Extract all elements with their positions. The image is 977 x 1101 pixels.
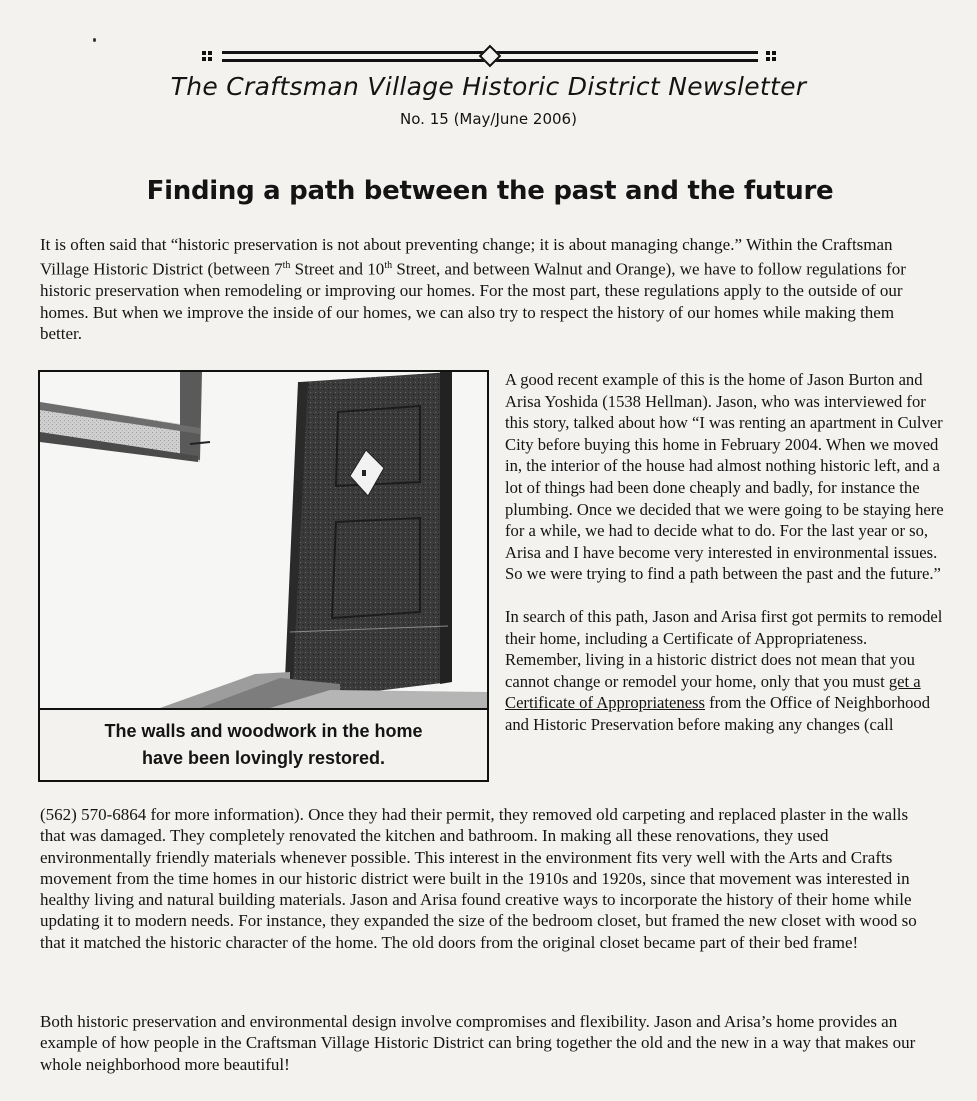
header-dots-right: [766, 49, 778, 63]
example-paragraph: A good recent example of this is the home of Jason Burton and Arisa Yoshida (1538 Hellman). Jason, who was interviewed for this story, talked about how “I was renting an apartment in Culver City before buying this home in February 2004. When we moved in, the interior of the house had almost nothing historic left, and a lot of things had been done cheaply and badly, for instance the plumbing. Once we decided that we were going to be staying here for a while, we had to decide what to do. For the last year or so, Arisa and I have become very interested in environmental issues. So we were trying to find a path between the past and the future.”: [505, 370, 944, 584]
permit-paragraph: In search of this path, Jason and Arisa first got permits to remodel their home, including a Certificate of Appropriateness. Remember, living in a historic district does not mean that you cannot change or remodel your home, only that you must get a Certificate of Appropriateness from the Office of Neighborhood and Historic Preservation before making any changes (call: [505, 606, 943, 734]
newsletter-title: The Craftsman Village Historic District Newsletter: [170, 72, 807, 101]
caption-line-1: The walls and woodwork in the home: [104, 721, 423, 741]
certificate-link[interactable]: get a Certificate of Appropriateness: [505, 671, 921, 713]
article-headline: Finding a path between the past and the future: [146, 176, 834, 206]
closet-door-photo: [40, 372, 487, 710]
closing-paragraph: Both historic preservation and environmental design involve compromises and flexibility. Jason and Arisa’s home provides an example of how people in the Craftsman Village Historic District can bring together the old and the new in a way that makes our whole neighborhood more beautiful!: [40, 1012, 916, 1074]
renovation-paragraph: (562) 570-6864 for more information). Once they had their permit, they removed old carpeting and replaced plaster in the walls that was damaged. They completely renovated the kitchen and bathroom. In making all these renovations, they used environmentally friendly materials whenever possible. This interest in the environment fits very well with the Arts and Crafts movement from the time homes in our historic district were built in the 1910s and 1920s, since that movement was interested in healthy living and natural building materials. Jason and Arisa found creative ways to incorporate the history of their home while updating it to modern needs. For instance, they expanded the size of the bedroom closet, but framed the new closet with wood so that it matched the historic character of the home. The old doors from the original closet became part of their bed frame!: [40, 805, 917, 952]
intro-paragraph: It is often said that “historic preservation is not about preventing change; it is about managing change.” Within the Craftsman Village Historic District (between 7th Street and 10th Street, and between Walnut and Orange), we have to follow regulations for historic preservation when remodeling or improving our homes. For the most part, these regulations apply to the outside of our homes. But when we improve the inside of our homes, we can also try to respect the history of our homes while making them better.: [40, 235, 906, 343]
header-dots-left: [202, 49, 214, 63]
scan-speck: [93, 38, 96, 42]
header-diamond-ornament: [479, 45, 502, 68]
header-rule: [200, 46, 780, 68]
photo-figure: [38, 370, 489, 782]
issue-number: No. 15 (May/June 2006): [400, 110, 577, 128]
right-column: [505, 369, 945, 757]
photo-caption: [40, 710, 487, 780]
caption-line-2: have been lovingly restored.: [141, 748, 386, 768]
